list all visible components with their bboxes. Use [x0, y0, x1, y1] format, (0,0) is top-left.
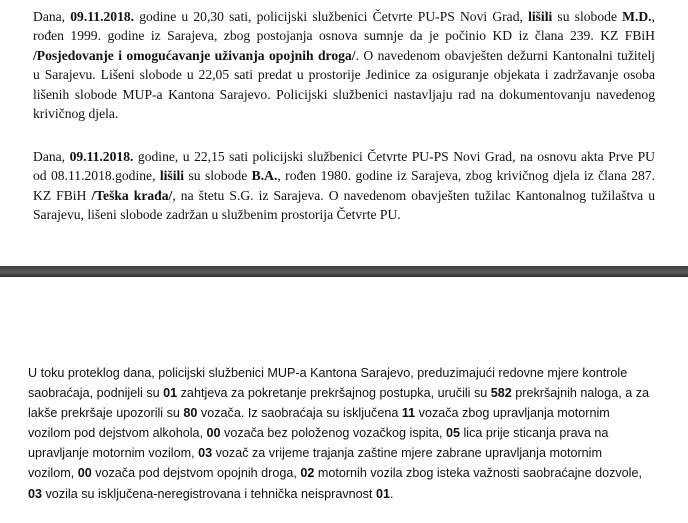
traffic-line-5: upravljanje motornim vozilom, 03 vozač za vrijeme trajanja zaštine mjere zabrane upravljanja motornim	[28, 446, 602, 461]
traffic-line-6: vozilom, 00 vozača pod dejstvom opojnih droga, 02 motornih vozila zbog isteka važnosti saobraćajne dozvole,	[28, 466, 642, 481]
traffic-line-7: 03 vozila su isključena-neregistrovana i tehnička neispravnost 01.	[28, 486, 394, 501]
page-divider	[0, 266, 688, 277]
traffic-line-3: lakše prekršaje upozorili su 80 vozača. Iz saobraćaja su isključena 11 vozača zbog upravljanja motornim	[28, 406, 610, 421]
report-1-line-3: /Posjedovanje i omogućavanje uživanja opojnih droga/. O navedenom obavješten dežurni Kantonalni tužitelj	[33, 47, 655, 63]
report-2-line-2: od 08.11.2018.godine, lišili su slobode B.A., rođen 1980. godine iz Sarajeva, zbog krivičnog djela iz člana 287.	[33, 168, 655, 184]
report-1-line-4: u Sarajevu. Lišeni slobode u 22,05 sati predat u prostorije Jedinice za osiguranje objekata i zadržavanje osoba	[33, 67, 655, 83]
report-1-line-5: lišenih slobode MUP-a Kantona Sarajevo. Policijski službenici nastavljaju rad na dokumentovanju navedenog	[33, 86, 655, 102]
traffic-control-report	[28, 363, 662, 504]
report-1-line-1: Dana, 09.11.2018. godine u 20,30 sati, policijski službenici Četvrte PU-PS Novi Grad, lišili su slobode M.D.,	[33, 9, 655, 24]
report-2-line-1: Dana, 09.11.2018. godine, u 22,15 sati policijski službenici Četvrte PU-PS Novi Grad, na osnovu akta Prve PU	[33, 149, 655, 164]
report-1-line-6: krivičnog djela.	[33, 106, 119, 122]
traffic-line-1: U toku proteklog dana, policijski službenici MUP-a Kantona Sarajevo, preduzimajući redovne mjere kontrole	[28, 366, 628, 380]
arrest-report-md	[33, 7, 655, 123]
traffic-line-4: vozilom pod dejstvom alkohola, 00 vozača bez položenog vozačkog ispita, 05 lica prije sticanja prava na	[28, 426, 609, 441]
report-1-line-2: rođen 1999. godine iz Sarajeva, zbog postojanja osnova sumnje da je počinio KD iz člana 239. KZ FBiH	[33, 28, 655, 44]
traffic-line-2: saobraćaja, podnijeli su 01 zahtjeva za pokretanje prekršajnog postupka, uručili su 582 prekršajnih naloga, a za	[28, 386, 649, 401]
arrest-report-ba	[33, 147, 655, 225]
report-2-line-4: Sarajevu, lišeni slobode zadržan u službenim prostorija Četvrte PU.	[33, 207, 401, 223]
report-2-line-3: KZ FBiH /Teška krađa/, na štetu S.G. iz Sarajeva. O navedenom obavješten tužilac Kantonalnog tužilaštva u	[33, 187, 655, 203]
